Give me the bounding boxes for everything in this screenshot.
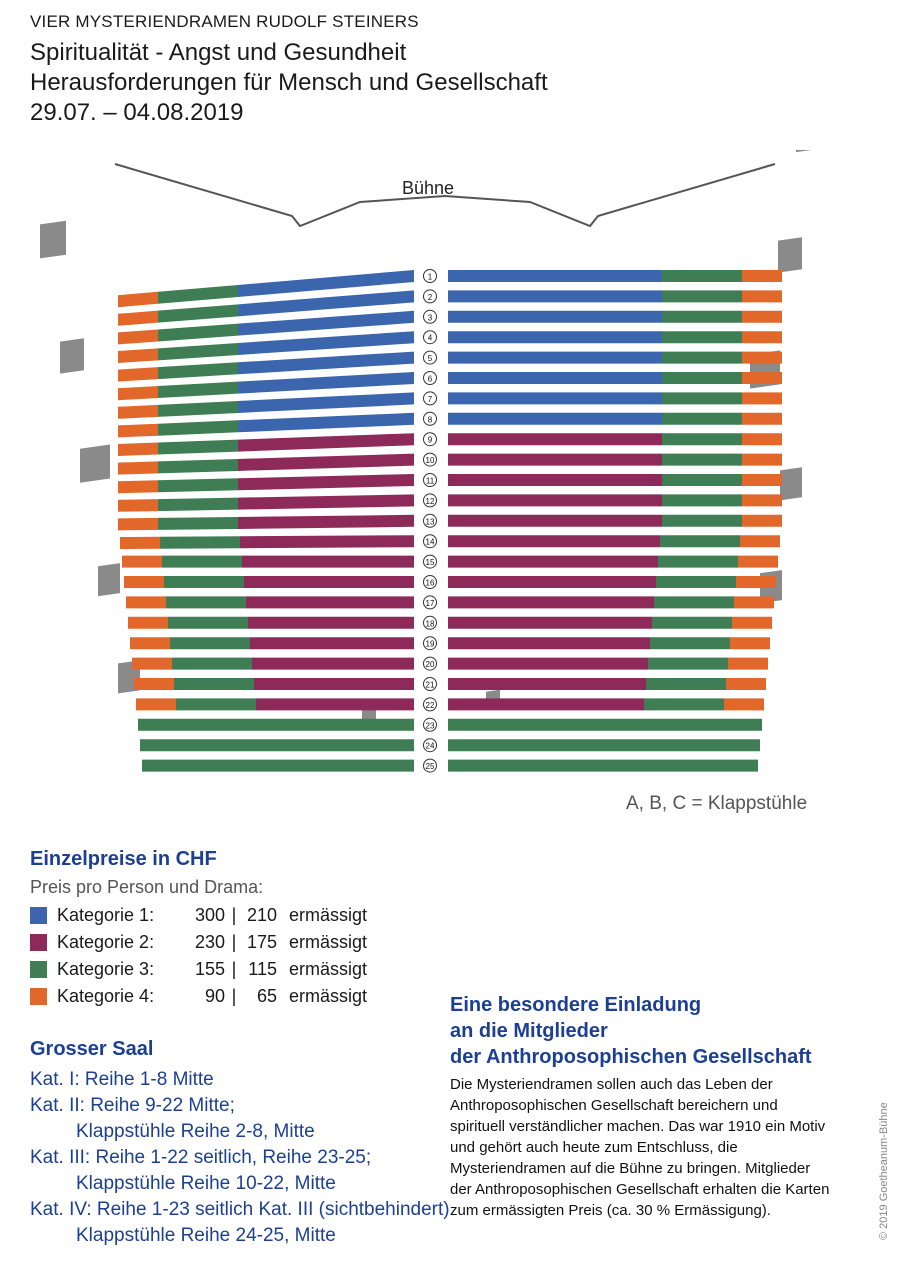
seat-segment bbox=[158, 420, 238, 435]
seat-segment bbox=[720, 739, 760, 751]
seat-segment bbox=[638, 760, 718, 772]
price-separator: | bbox=[231, 932, 237, 952]
seat-segment bbox=[238, 413, 414, 432]
seat-segment bbox=[448, 494, 662, 506]
seat-segment bbox=[118, 443, 158, 456]
seat-segment bbox=[662, 290, 742, 302]
seat-segment bbox=[136, 698, 176, 710]
seat-segment bbox=[448, 719, 642, 731]
seat-segment bbox=[448, 596, 654, 608]
seat-segment bbox=[118, 518, 158, 530]
price-separator: | bbox=[231, 905, 237, 925]
seat-segment bbox=[646, 678, 726, 690]
seat-segment bbox=[742, 413, 782, 425]
seat-segment bbox=[132, 658, 172, 670]
invitation-title: der Anthroposophischen Gesellschaft bbox=[450, 1046, 812, 1068]
seat-segment bbox=[118, 348, 158, 363]
seat-segment bbox=[662, 270, 742, 282]
seat-segment bbox=[742, 433, 782, 445]
seat-segment bbox=[448, 556, 658, 568]
seat-segment bbox=[128, 617, 168, 629]
seat-segment bbox=[448, 352, 662, 364]
hall-line: Kat. III: Reihe 1-22 seitlich, Reihe 23-25; bbox=[30, 1147, 372, 1168]
seat-segment bbox=[178, 719, 258, 731]
hall-section bbox=[30, 1038, 450, 1249]
seat-segment bbox=[652, 617, 732, 629]
pillar-block bbox=[796, 150, 822, 152]
pillar-block bbox=[40, 221, 66, 259]
row-number: 6 bbox=[427, 374, 433, 384]
seat-segment bbox=[260, 739, 414, 751]
seat-segment bbox=[448, 658, 648, 670]
seat-segment bbox=[172, 658, 252, 670]
seat-segment bbox=[448, 270, 662, 282]
seat-segment bbox=[662, 311, 742, 323]
category-reduced-price: 175 bbox=[246, 932, 277, 952]
seat-segment bbox=[140, 739, 180, 751]
price-section bbox=[30, 848, 367, 1010]
seat-rows bbox=[118, 270, 782, 772]
row-number: 12 bbox=[425, 496, 435, 506]
seat-segment bbox=[160, 536, 240, 548]
seat-segment bbox=[642, 719, 722, 731]
seat-segment bbox=[742, 311, 782, 323]
seat-segment bbox=[658, 556, 738, 568]
seat-segment bbox=[118, 424, 158, 438]
seat-segment bbox=[238, 331, 414, 355]
seat-segment bbox=[742, 270, 782, 282]
seat-segment bbox=[738, 556, 778, 568]
seat-segment bbox=[118, 311, 158, 326]
seat-segment bbox=[262, 760, 414, 772]
seat-segment bbox=[448, 372, 662, 384]
header-kicker: VIER MYSTERIENDRAMEN RUDOLF STEINERS bbox=[30, 12, 419, 31]
category-1 bbox=[30, 902, 367, 929]
seat-segment bbox=[238, 494, 414, 509]
seat-segment bbox=[742, 290, 782, 302]
seating-plan bbox=[0, 150, 900, 790]
hall-line: Klappstühle Reihe 2-8, Mitte bbox=[76, 1121, 315, 1142]
row-number: 17 bbox=[425, 598, 435, 608]
seat-segment bbox=[118, 386, 158, 400]
stage-label: Bühne bbox=[401, 178, 455, 198]
seat-segment bbox=[126, 596, 166, 608]
row-number: 16 bbox=[425, 578, 435, 588]
seat-segment bbox=[164, 576, 244, 588]
seat-segment bbox=[238, 372, 414, 394]
category-label: Kategorie 3: bbox=[57, 959, 155, 979]
seat-segment bbox=[158, 382, 238, 398]
seat-segment bbox=[448, 760, 638, 772]
seat-segment bbox=[448, 678, 646, 690]
category-reduced-price: 210 bbox=[246, 905, 277, 925]
row-number: 18 bbox=[425, 619, 435, 629]
seat-segment bbox=[238, 433, 414, 451]
seat-segment bbox=[158, 362, 238, 379]
invitation-title: an die Mitglieder bbox=[450, 1020, 608, 1042]
price-subtitle: Preis pro Person und Drama: bbox=[30, 877, 264, 897]
seat-segment bbox=[158, 401, 238, 417]
header-title: Spiritualität - Angst und Gesundheit bbox=[30, 39, 407, 66]
category-note: ermässigt bbox=[289, 905, 368, 925]
category-price: 90 bbox=[204, 986, 225, 1006]
seat-segment bbox=[162, 556, 242, 568]
seat-segment bbox=[238, 392, 414, 413]
seat-segment bbox=[182, 760, 262, 772]
row-number: 11 bbox=[425, 476, 435, 486]
invitation-body: Die Mysteriendramen sollen auch das Leben der Anthroposophischen Gesellschaft bereichern und spirituell verständlicher machen. Das war 1910 ein Motiv und gehört auch heute zum Entschluss, die Mysteriendramen auf die Bühne zu bringen. Mitglieder der Anthroposophischen Gesellschaft erhalten die Karten zum ermässigten Preis (ca. 30 % Ermässigung). bbox=[450, 1076, 830, 1219]
row-number: 25 bbox=[425, 762, 435, 772]
seat-segment bbox=[448, 311, 662, 323]
seat-segment bbox=[118, 329, 158, 344]
row-number: 4 bbox=[427, 333, 433, 343]
seat-segment bbox=[650, 637, 730, 649]
price-separator: | bbox=[231, 986, 237, 1006]
hall-line: Kat. IV: Reihe 1-23 seitlich Kat. III (sichtbehindert) bbox=[30, 1199, 450, 1220]
row-number: 1 bbox=[427, 272, 433, 282]
seat-segment bbox=[732, 617, 772, 629]
seat-segment bbox=[662, 515, 742, 527]
seat-segment bbox=[648, 658, 728, 670]
row-number: 9 bbox=[427, 435, 433, 445]
hall-line: Kat. I: Reihe 1-8 Mitte bbox=[30, 1069, 214, 1090]
seat-segment bbox=[158, 459, 238, 473]
pillar-block bbox=[778, 237, 802, 272]
category-reduced-price: 115 bbox=[248, 959, 277, 979]
seat-segment bbox=[158, 285, 238, 304]
row-numbers bbox=[424, 270, 437, 773]
seat-segment bbox=[118, 367, 158, 381]
category-note: ermässigt bbox=[289, 986, 368, 1006]
seat-segment bbox=[448, 392, 662, 404]
seat-segment bbox=[242, 556, 414, 568]
seat-segment bbox=[118, 292, 158, 307]
seat-segment bbox=[722, 719, 762, 731]
seat-segment bbox=[662, 352, 742, 364]
seat-segment bbox=[158, 517, 238, 530]
seat-segment bbox=[118, 499, 158, 512]
row-number: 24 bbox=[425, 741, 435, 751]
seat-segment bbox=[734, 596, 774, 608]
seat-segment bbox=[742, 392, 782, 404]
pillar-block bbox=[80, 445, 110, 483]
invitation-section bbox=[450, 992, 830, 1221]
row-number: 23 bbox=[425, 721, 435, 731]
seat-segment bbox=[238, 352, 414, 375]
seat-segment bbox=[122, 556, 162, 568]
copyright: © 2019 Goetheanum-Bühne bbox=[878, 1102, 890, 1240]
category-label: Kategorie 1: bbox=[57, 905, 155, 925]
seat-segment bbox=[662, 494, 742, 506]
seat-segment bbox=[448, 433, 662, 445]
seat-segment bbox=[158, 440, 238, 455]
seat-segment bbox=[174, 678, 254, 690]
seat-segment bbox=[118, 461, 158, 474]
seat-segment bbox=[118, 480, 158, 493]
seat-segment bbox=[448, 617, 652, 629]
seat-segment bbox=[238, 515, 414, 529]
row-number: 10 bbox=[425, 456, 435, 466]
seat-segment bbox=[238, 311, 414, 336]
seat-segment bbox=[448, 454, 662, 466]
seat-segment bbox=[742, 372, 782, 384]
category-1-swatch bbox=[30, 907, 47, 924]
seat-segment bbox=[662, 372, 742, 384]
row-number: 13 bbox=[425, 517, 435, 527]
seat-segment bbox=[742, 331, 782, 343]
category-note: ermässigt bbox=[289, 959, 368, 979]
seat-segment bbox=[168, 617, 248, 629]
seat-segment bbox=[166, 596, 246, 608]
category-note: ermässigt bbox=[289, 932, 368, 952]
seat-segment bbox=[448, 290, 662, 302]
seat-segment bbox=[662, 433, 742, 445]
seat-segment bbox=[742, 474, 782, 486]
category-price: 230 bbox=[194, 932, 225, 952]
row-number: 5 bbox=[427, 354, 433, 364]
hall-title: Grosser Saal bbox=[30, 1038, 154, 1060]
seat-segment bbox=[448, 739, 640, 751]
hall-line: Klappstühle Reihe 10-22, Mitte bbox=[76, 1173, 336, 1194]
seat-segment bbox=[740, 535, 780, 547]
seat-segment bbox=[118, 405, 158, 419]
category-4 bbox=[30, 983, 367, 1010]
seat-segment bbox=[448, 535, 660, 547]
seat-segment bbox=[662, 413, 742, 425]
seat-segment bbox=[448, 698, 644, 710]
hall-line: Kat. II: Reihe 9-22 Mitte; bbox=[30, 1095, 235, 1116]
seat-segment bbox=[138, 719, 178, 731]
seat-segment bbox=[660, 535, 740, 547]
row-number: 7 bbox=[427, 394, 433, 404]
seat-segment bbox=[644, 698, 724, 710]
seat-segment bbox=[170, 637, 250, 649]
seat-segment bbox=[742, 494, 782, 506]
seat-segment bbox=[158, 304, 238, 322]
header-dates: 29.07. – 04.08.2019 bbox=[30, 99, 244, 126]
seat-segment bbox=[654, 596, 734, 608]
seat-segment bbox=[244, 576, 414, 588]
seat-segment bbox=[718, 760, 758, 772]
category-price: 155 bbox=[194, 959, 225, 979]
seat-segment bbox=[730, 637, 770, 649]
seat-segment bbox=[742, 352, 782, 364]
seat-segment bbox=[134, 678, 174, 690]
seat-segment bbox=[448, 331, 662, 343]
seat-segment bbox=[120, 537, 160, 549]
pillar-block bbox=[780, 467, 802, 500]
seat-segment bbox=[662, 392, 742, 404]
category-price: 300 bbox=[194, 905, 225, 925]
row-number: 14 bbox=[425, 537, 435, 547]
seat-segment bbox=[250, 637, 414, 649]
seat-segment bbox=[640, 739, 720, 751]
pillar-block bbox=[98, 563, 120, 596]
seat-segment bbox=[724, 698, 764, 710]
seat-segment bbox=[662, 474, 742, 486]
seat-segment bbox=[254, 678, 414, 690]
seat-segment bbox=[176, 698, 256, 710]
seat-segment bbox=[256, 698, 414, 710]
seat-segment bbox=[124, 576, 164, 588]
row-number: 22 bbox=[425, 700, 435, 710]
seat-segment bbox=[240, 535, 414, 548]
seat-segment bbox=[448, 637, 650, 649]
category-reduced-price: 65 bbox=[256, 986, 277, 1006]
seat-segment bbox=[238, 474, 414, 490]
folding-seats-note: A, B, C = Klappstühle bbox=[626, 793, 808, 814]
seat-segment bbox=[246, 596, 414, 608]
row-number: 8 bbox=[427, 415, 433, 425]
seat-segment bbox=[656, 576, 736, 588]
header-subtitle: Herausforderungen für Mensch und Gesellschaft bbox=[30, 69, 548, 96]
header bbox=[30, 12, 548, 128]
seat-segment bbox=[662, 454, 742, 466]
seat-segment bbox=[142, 760, 182, 772]
seat-segment bbox=[448, 515, 662, 527]
category-4-swatch bbox=[30, 988, 47, 1005]
seat-segment bbox=[448, 413, 662, 425]
category-2 bbox=[30, 929, 367, 956]
row-number: 20 bbox=[425, 660, 435, 670]
seat-segment bbox=[248, 617, 414, 629]
row-number: 3 bbox=[427, 313, 433, 323]
row-number: 15 bbox=[425, 558, 435, 568]
row-number: 2 bbox=[427, 292, 433, 302]
seat-segment bbox=[252, 658, 414, 670]
seat-segment bbox=[448, 576, 656, 588]
seat-segment bbox=[238, 454, 414, 471]
category-3-swatch bbox=[30, 961, 47, 978]
category-2-swatch bbox=[30, 934, 47, 951]
pillar-block bbox=[60, 338, 84, 373]
seat-segment bbox=[662, 331, 742, 343]
seat-segment bbox=[158, 478, 238, 492]
category-3 bbox=[30, 956, 367, 983]
price-title: Einzelpreise in CHF bbox=[30, 848, 217, 870]
seat-segment bbox=[258, 719, 414, 731]
price-separator: | bbox=[231, 959, 237, 979]
seat-segment bbox=[742, 515, 782, 527]
seat-segment bbox=[158, 498, 238, 511]
seat-segment bbox=[158, 324, 238, 342]
seat-segment bbox=[742, 454, 782, 466]
seat-segment bbox=[726, 678, 766, 690]
invitation-title: Eine besondere Einladung bbox=[450, 994, 702, 1016]
seat-segment bbox=[158, 343, 238, 360]
seat-segment bbox=[448, 474, 662, 486]
hall-line: Klappstühle Reihe 24-25, Mitte bbox=[76, 1225, 336, 1246]
category-label: Kategorie 4: bbox=[57, 986, 155, 1006]
seat-segment bbox=[180, 739, 260, 751]
category-label: Kategorie 2: bbox=[57, 932, 155, 952]
seat-segment bbox=[130, 637, 170, 649]
seat-segment bbox=[728, 658, 768, 670]
seat-segment bbox=[736, 576, 776, 588]
row-number: 21 bbox=[425, 680, 435, 690]
row-number: 19 bbox=[425, 639, 435, 649]
